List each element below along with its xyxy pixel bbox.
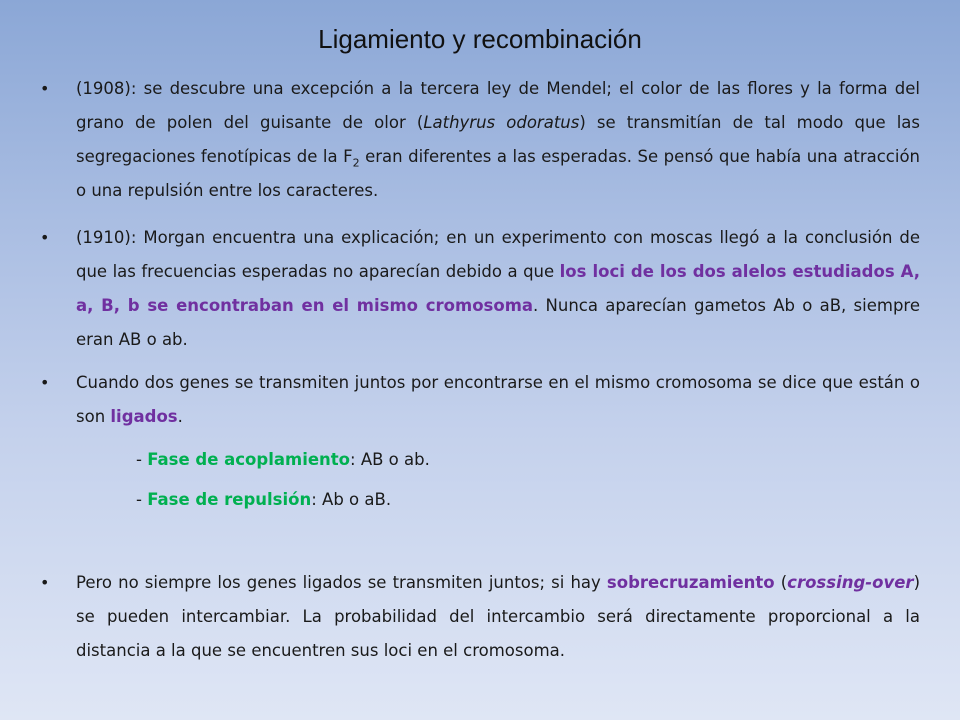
highlight-text: ligados (110, 407, 178, 426)
text-run: ) se transmitían de tal modo que las segregaciones fenotípicas de la F (76, 113, 921, 166)
bullet-ligados (40, 366, 920, 434)
slide-title: Ligamiento y recombinación (318, 24, 642, 54)
text-run: (1908): se descubre una excepción a la tercera ley de Mendel; el color de las flores y la forma del grano de polen del guisante de olor ( (76, 79, 920, 132)
species-name: Lathyrus odoratus (423, 113, 580, 132)
bullet-text (76, 366, 920, 434)
text-run: eran diferentes a las esperadas. Se pensó que había una atracción o una repulsión entre los caracteres. (76, 147, 921, 200)
sub-item-repulsion (136, 483, 896, 517)
phase-label: Fase de acoplamiento (147, 450, 351, 469)
text-run: (1910): Morgan encuentra una explicación; en un experimento con moscas llegó a la conclusión de que las frecuencias esperadas no aparecían debido a que (76, 228, 920, 281)
bullet-text (76, 221, 920, 357)
sub-item-acoplamiento (136, 443, 896, 477)
bullet-text (76, 566, 920, 668)
bullet-sobrecruzamiento (40, 566, 920, 668)
text-run: . (177, 407, 183, 426)
text-run: Cuando dos genes se transmiten juntos por encontrarse en el mismo cromosoma se dice que están o son (76, 373, 920, 426)
bullet-dot: • (40, 228, 50, 247)
bullet-1910 (40, 221, 920, 357)
dash: - (136, 450, 148, 469)
text-run: Pero no siempre los genes ligados se transmiten juntos; si hay (76, 573, 607, 592)
phase-label: Fase de repulsión (147, 490, 312, 509)
dash: - (136, 490, 148, 509)
text-run: ( (774, 573, 788, 592)
bullet-1908 (40, 72, 920, 208)
bullet-text (76, 72, 920, 208)
text-run: : AB o ab. (350, 450, 430, 469)
crossing-over-term: crossing-over (787, 573, 914, 592)
highlight-text: los loci de los dos alelos estudiados A, a, B, b se encontraban en el mismo cromosoma (76, 262, 920, 315)
subscript: 2 (352, 156, 360, 170)
bullet-dot: • (40, 573, 50, 592)
text-run: . Nunca aparecían gametos Ab o aB, siempre eran AB o ab. (76, 296, 920, 349)
highlight-text: sobrecruzamiento (606, 573, 775, 592)
bullet-dot: • (40, 373, 50, 392)
text-run: : Ab o aB. (311, 490, 392, 509)
bullet-dot: • (40, 79, 50, 98)
text-run: ) se pueden intercambiar. La probabilidad del intercambio será directamente proporcional a la distancia a la que se encuentren sus loci en el cromosoma. (76, 573, 920, 660)
